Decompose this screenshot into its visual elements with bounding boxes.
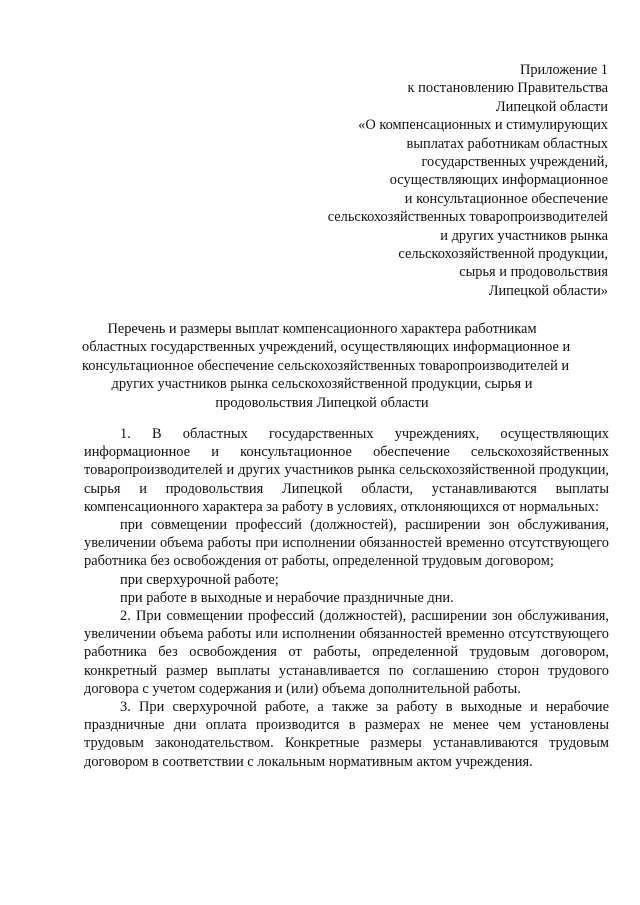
paragraph-item-2: 2. При совмещении профессий (должностей), расширении зон обслуживания, увеличении объема работы или исполнении обязанностей временно отсутствующего работника без освобождения от работы, определенной трудовым договором, конкретный размер выплаты устанавливается по соглашению сторон трудового договора с учетом содержания и (или) объема дополнительной работы. xyxy=(84,608,609,697)
appendix-line: сельскохозяйственных товаропроизводителей xyxy=(327,209,608,226)
paragraph-item-3: 3. При сверхурочной работе, а также за работу в выходные и нерабочие праздничные дни оплата производится в размерах не менее чем установлены трудовым законодательством. Конкретные размеры устанавливаются трудовым договором в соответствии с локальным нормативным актом учреждения. xyxy=(84,699,609,770)
appendix-line: государственных учреждений, xyxy=(421,154,608,171)
title-line: других участников рынка сельскохозяйственной продукции, сырья и xyxy=(111,376,533,393)
appendix-line: и консультационное обеспечение xyxy=(404,190,608,207)
title-line: продовольствия Липецкой области xyxy=(215,394,429,411)
appendix-line: «О компенсационных и стимулирующих xyxy=(358,117,608,134)
document-body xyxy=(84,425,609,771)
title-line: консультационное обеспечение сельскохозяйственных товаропроизводителей и xyxy=(82,357,570,374)
appendix-header xyxy=(290,61,608,300)
title-line: Перечень и размеры выплат компенсационного характера работникам xyxy=(107,321,537,337)
paragraph-subitem-overtime: при сверхурочной работе; xyxy=(120,571,279,588)
paragraph-subitem-combination: при совмещении профессий (должностей), расширении зон обслуживания, увеличении объема работы при исполнении обязанностей временно отсутствующего работника без освобождения от работы, определенной трудовым договором; xyxy=(84,517,609,570)
document-title xyxy=(82,320,571,412)
paragraph-subitem-holidays: при работе в выходные и нерабочие праздничные дни. xyxy=(120,589,454,606)
appendix-line: сырья и продовольствия xyxy=(459,264,608,281)
appendix-line: сельскохозяйственной продукции, xyxy=(398,246,608,263)
appendix-line: осуществляющих информационное xyxy=(389,172,608,189)
appendix-line: Липецкой области xyxy=(495,98,608,115)
appendix-line: к постановлению Правительства xyxy=(407,80,608,97)
appendix-line: Приложение 1 xyxy=(519,62,608,78)
paragraph-item-1: 1. В областных государственных учреждениях, осуществляющих информационное и консультационное обеспечение сельскохозяйственных товаропроизводителей и других участников рынка сельскохозяйственной продукции, сырья и продовольствия Липецкой области, устанавливаются выплаты компенсационного характера за работу в условиях, отклоняющихся от нормальных: xyxy=(84,426,609,515)
appendix-line: и других участников рынка xyxy=(440,227,608,244)
appendix-line: выплатах работникам областных xyxy=(406,135,608,152)
title-line: областных государственных учреждений, осуществляющих информационное и xyxy=(82,339,571,356)
appendix-line: Липецкой области» xyxy=(488,282,608,299)
